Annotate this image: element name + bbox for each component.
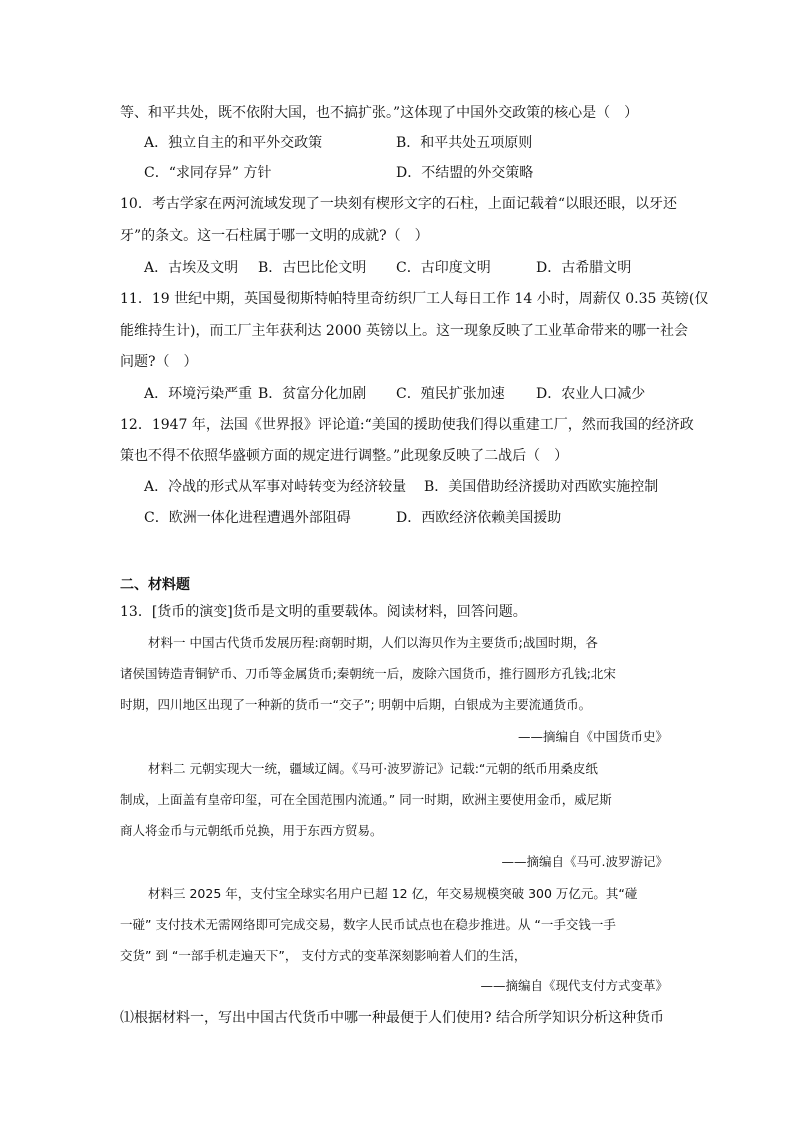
q9-option-c: C．“求同存异” 方针 xyxy=(144,165,272,181)
material3-source: ——摘编自《现代支付方式变革》 xyxy=(480,978,668,993)
material1-source: ——摘编自《中国货币史》 xyxy=(517,729,668,744)
q11-line-2: 能维持生计)，而工厂主年获利达 2000 英镑以上。这一现象反映了工业革命带来的哪一社会 xyxy=(120,323,688,339)
q10-line-1: 10．考古学家在两河流域发现了一块刻有楔形文字的石柱，上面记载着“以眼还眼，以牙还 xyxy=(120,196,677,212)
q11-option-c: C．殖民扩张加速 xyxy=(396,386,505,402)
material2-line-3: 商人将金币与元朝纸币兑换，用于东西方贸易。 xyxy=(120,823,383,838)
q12-option-c: C．欧洲一体化进程遭遇外部阻碍 xyxy=(144,510,351,526)
material1-line-1: 材料一 中国古代货币发展历程:商朝时期，人们以海贝作为主要货币;战国时期，各 xyxy=(148,635,598,650)
material1-line-2: 诸侯国铸造青铜铲币、刀币等金属货币;秦朝统一后，废除六国货币，推行圆形方孔钱;北宋 xyxy=(120,666,616,681)
material2-source: ——摘编自《马可.波罗游记》 xyxy=(501,854,668,869)
q13-sub1: ⑴根据材料一，写出中国古代货币中哪一种最便于人们使用? 结合所学知识分析这种货币 xyxy=(120,1010,664,1026)
q12-line-1: 12．1947 年，法国《世界报》评论道:“美国的援助使我们得以重建工厂，然而我国的经济政 xyxy=(120,417,694,433)
q10-option-c: C．古印度文明 xyxy=(396,260,491,276)
material2-line-2: 制成，上面盖有皇帝印玺，可在全国范围内流通。” 同一时期，欧洲主要使用金币，威尼斯 xyxy=(120,792,612,807)
q12-line-2: 策也不得不依照华盛顿方面的规定进行调整。”此现象反映了二战后（ ） xyxy=(120,448,569,464)
q11-option-a: A．环境污染严重 xyxy=(144,386,253,402)
q11-line-1: 11．19 世纪中期，英国曼彻斯特帕特里奇纺织厂工人每日工作 14 小时，周薪仅 0.35 英镑(仅 xyxy=(120,291,709,307)
q12-option-b: B．美国借助经济援助对西欧实施控制 xyxy=(424,479,659,495)
q10-option-b: B．古巴比伦文明 xyxy=(258,260,367,276)
q12-option-a: A．冷战的形式从军事对峙转变为经济较量 xyxy=(144,479,407,495)
material1-line-3: 时期，四川地区出现了一种新的货币一“交子”; 明朝中后期，白银成为主要流通货币。 xyxy=(120,697,592,712)
q11-option-d: D．农业人口减少 xyxy=(536,386,646,402)
q13-intro: 13．[货币的演变]货币是文明的重要载体。阅读材料，回答问题。 xyxy=(120,604,527,620)
q10-line-2: 牙”的条文。这一石柱属于哪一文明的成就?（ ） xyxy=(120,228,429,244)
q12-option-d: D．西欧经济依赖美国援助 xyxy=(396,510,562,526)
q10-option-d: D．古希腊文明 xyxy=(536,260,632,276)
q11-line-3: 问题?（ ） xyxy=(120,354,198,370)
material2-line-1: 材料二 元朝实现大一统，疆域辽阔。《马可·波罗游记》记载:“元朝的纸币用桑皮纸 xyxy=(148,761,598,776)
material3-line-1: 材料三 2025 年，支付宝全球实名用户已超 12 亿，年交易规模突破 300 万亿元。其“碰 xyxy=(148,886,638,901)
q9-option-d: D．不结盟的外交策略 xyxy=(396,165,534,181)
q9-option-a: A．独立自主的和平外交政策 xyxy=(144,135,323,151)
material3-line-3: 交货” 到 “一部手机走遍天下”， 支付方式的变革深刻影响着人们的生活， xyxy=(120,948,527,963)
q9-option-b: B．和平共处五项原则 xyxy=(396,135,533,151)
section-heading: 二、材料题 xyxy=(120,577,190,593)
material3-line-2: 一碰” 支付技术无需网络即可完成交易，数字人民币试点也在稳步推进。从 “一手交钱一手 xyxy=(120,917,616,932)
q9-text: 等、和平共处，既不依附大国，也不搞扩张。”这体现了中国外交政策的核心是（ ） xyxy=(120,105,639,121)
q10-option-a: A．古埃及文明 xyxy=(144,260,239,276)
q11-option-b: B．贫富分化加剧 xyxy=(258,386,367,402)
